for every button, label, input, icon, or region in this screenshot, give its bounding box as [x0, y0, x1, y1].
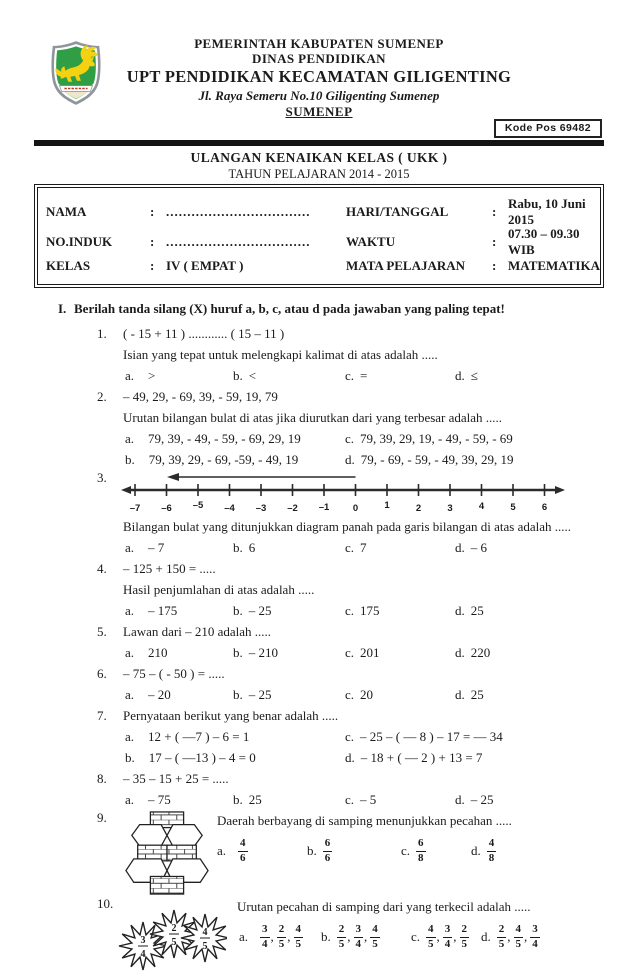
- question-prompt: ( - 15 + 11 ) ............ ( 15 – 11 ): [123, 326, 285, 341]
- option-c: c. 201: [345, 645, 380, 660]
- question-prompt: – 75 – ( - 50 ) = .....: [123, 666, 225, 681]
- question-8: [97, 768, 604, 810]
- arrow-head-icon: [167, 473, 179, 481]
- class-value: IV ( EMPAT ): [166, 257, 244, 273]
- option-b: b. 6: [233, 540, 256, 555]
- government-name: PEMERINTAH KABUPATEN SUMENEP: [194, 36, 444, 51]
- option-a: a. – 175: [125, 603, 178, 618]
- option-d: d. $\frac{4}{8}$: [471, 837, 495, 864]
- arrow-head-icon: [555, 486, 565, 494]
- option-a: a. $\frac{3}{4}$ , $\frac{2}{5}$ , $\frac{4}{5}$: [239, 924, 303, 950]
- option-c: c. – 5: [345, 792, 377, 807]
- options-row: [97, 449, 604, 470]
- options-row: [237, 924, 604, 954]
- option-b: b. – 210: [233, 645, 278, 660]
- letterhead: [34, 34, 604, 146]
- name-label: NAMA: [46, 204, 87, 219]
- options-row: [97, 428, 604, 449]
- option-c: c. $\frac{6}{8}$: [401, 837, 424, 864]
- class-label: KELAS: [46, 257, 91, 273]
- option-b: b. $\frac{2}{5}$ , $\frac{3}{4}$ , $\frac{4}{5}$: [321, 924, 380, 950]
- option-c: c. $\frac{4}{5}$ , $\frac{3}{4}$ , $\frac{2}{5}$: [411, 924, 469, 950]
- option-b: b. <: [233, 368, 257, 383]
- svg-text:–1: –1: [318, 502, 330, 513]
- option-a: a. – 75: [125, 792, 171, 807]
- svg-text:4: 4: [202, 927, 208, 938]
- option-a: a. – 7: [125, 540, 165, 555]
- svg-text:–4: –4: [224, 503, 235, 514]
- section-instruction: Berilah tanda silang (X) huruf a, b, c, atau d pada jawaban yang paling tepat!: [74, 301, 505, 316]
- option-b: b. 79, 39, 29, - 69, -59, - 49, 19: [125, 452, 299, 467]
- option-a: a. 79, 39, - 49, - 59, - 69, 29, 19: [125, 431, 301, 446]
- option-d: d. $\frac{2}{5}$ , $\frac{4}{5}$ , $\frac{3}{4}$: [481, 924, 540, 950]
- question-number: 3.: [97, 470, 107, 485]
- question-subprompt: Urutan bilangan bulat di atas jika diurutkan dari yang terbesar adalah .....: [123, 410, 503, 425]
- exam-title: ULANGAN KENAIKAN KELAS ( UKK ): [190, 150, 448, 165]
- svg-text:2: 2: [171, 923, 177, 934]
- option-b: b. 17 – ( —13 ) – 4 = 0: [125, 750, 256, 765]
- svg-text:1: 1: [384, 500, 390, 511]
- option-a: a. 12 + ( —7 ) – 6 = 1: [125, 729, 250, 744]
- question-7: [97, 705, 604, 768]
- student-id-field: ..................................: [166, 234, 311, 249]
- option-c: c. 79, 39, 29, 19, - 49, - 59, - 69: [345, 431, 513, 446]
- colon: :: [492, 204, 497, 219]
- office-name: UPT PENDIDIKAN KECAMATAN GILIGENTING: [126, 67, 512, 86]
- name-field: ..................................: [166, 204, 311, 219]
- options-row: [97, 747, 604, 768]
- sumenep-regency-crest-logo: [47, 38, 105, 108]
- option-d: d. 25: [455, 687, 484, 702]
- department-name: DINAS PENDIDIKAN: [252, 51, 386, 66]
- svg-text:0: 0: [352, 503, 359, 514]
- option-d: d. – 6: [455, 540, 487, 555]
- section-heading: [34, 301, 604, 317]
- subject-value: MATEMATIKA: [508, 257, 600, 273]
- svg-text:–5: –5: [192, 500, 204, 511]
- option-b: b. 25: [233, 792, 262, 807]
- question-number: 2.: [97, 389, 107, 404]
- svg-text:5: 5: [202, 941, 208, 952]
- day-date-label: HARI/TANGGAL: [346, 204, 449, 219]
- question-5: [97, 621, 604, 663]
- city-name: SUMENEP: [285, 104, 353, 119]
- question-6: [97, 663, 604, 705]
- day-date-value: Rabu, 10 Juni 2015: [508, 196, 586, 227]
- options-row: [97, 537, 604, 558]
- question-4: [97, 558, 604, 621]
- svg-text:–2: –2: [287, 503, 298, 514]
- question-number: 5.: [97, 624, 107, 639]
- question-number: 9.: [97, 810, 107, 825]
- svg-text:–6: –6: [161, 503, 172, 514]
- question-number: 7.: [97, 708, 107, 723]
- option-b: b. – 25: [233, 687, 272, 702]
- number-line-diagram: [117, 470, 569, 516]
- postal-code-box: Kode Pos 69482: [494, 119, 602, 138]
- option-c: c. – 25 – ( — 8 ) – 17 = — 34: [345, 729, 503, 744]
- fraction-starbursts-figure: [117, 896, 227, 976]
- question-1: [97, 323, 604, 386]
- options-row: [97, 642, 604, 663]
- option-b: b. $\frac{6}{6}$: [307, 837, 331, 864]
- svg-text:5: 5: [510, 502, 516, 513]
- question-prompt: Pernyataan berikut yang benar adalah .....: [123, 708, 339, 723]
- option-d: d. 25: [455, 603, 484, 618]
- question-prompt: Lawan dari – 210 adalah .....: [123, 624, 272, 639]
- question-number: 6.: [97, 666, 107, 681]
- shaded-fraction-figure: [117, 810, 217, 896]
- question-prompt: – 49, 29, - 69, 39, - 59, 19, 79: [123, 389, 278, 404]
- svg-text:–3: –3: [255, 503, 267, 514]
- svg-text:3: 3: [447, 503, 453, 514]
- time-label: WAKTU: [346, 234, 396, 249]
- options-row: [217, 838, 604, 868]
- options-row: [97, 726, 604, 747]
- colon: :: [150, 257, 155, 273]
- question-number: 4.: [97, 561, 107, 576]
- info-row-2: [46, 226, 592, 257]
- option-c: c. =: [345, 368, 368, 383]
- svg-text:5: 5: [171, 937, 177, 948]
- option-a: a. – 20: [125, 687, 171, 702]
- colon: :: [150, 234, 155, 249]
- question-subprompt: Hasil penjumlahan di atas adalah .....: [123, 582, 315, 597]
- option-a: a. $\frac{4}{6}$: [217, 837, 246, 864]
- arrow-head-icon: [121, 486, 131, 494]
- svg-text:4: 4: [140, 949, 146, 960]
- office-address: Jl. Raya Semeru No.10 Giligenting Sumenep: [198, 88, 440, 103]
- info-row-1: [46, 196, 592, 227]
- svg-text:6: 6: [541, 502, 548, 513]
- option-c: c. 175: [345, 603, 380, 618]
- question-9: [97, 810, 604, 896]
- option-a: a. 210: [125, 645, 168, 660]
- time-value: 07.30 – 09.30 WIB: [508, 226, 580, 257]
- svg-text:–7: –7: [129, 503, 141, 514]
- option-d: d. – 18 + ( — 2 ) + 13 = 7: [345, 750, 483, 765]
- svg-text:4: 4: [478, 501, 485, 512]
- question-3: [97, 470, 604, 558]
- question-2: [97, 386, 604, 470]
- question-prompt: – 35 – 15 + 25 = .....: [123, 771, 229, 786]
- question-number: 10.: [97, 896, 114, 911]
- question-number: 1.: [97, 326, 107, 341]
- question-number: 8.: [97, 771, 107, 786]
- colon: :: [150, 204, 155, 219]
- option-d: d. 220: [455, 645, 491, 660]
- info-row-3: [46, 256, 600, 275]
- question-subprompt: Bilangan bulat yang ditunjukkan diagram panah pada garis bilangan di atas adalah .....: [123, 519, 572, 534]
- option-d: d. ≤: [455, 368, 478, 383]
- options-row: [97, 789, 604, 810]
- academic-year: TAHUN PELAJARAN 2014 - 2015: [228, 167, 410, 181]
- question-10: [97, 896, 604, 976]
- colon: :: [492, 257, 497, 273]
- question-list: [97, 323, 604, 976]
- option-d: d. 79, - 69, - 59, - 49, 39, 29, 19: [345, 452, 514, 467]
- options-row: [97, 600, 604, 621]
- options-row: [97, 365, 604, 386]
- colon: :: [492, 234, 497, 249]
- question-subprompt: Isian yang tepat untuk melengkapi kalimat di atas adalah .....: [123, 347, 438, 362]
- letterhead-divider: [34, 140, 604, 146]
- crest-ribbon: [60, 86, 93, 92]
- option-b: b. – 25: [233, 603, 272, 618]
- option-c: c. 7: [345, 540, 367, 555]
- options-row: [97, 684, 604, 705]
- section-numeral: I.: [58, 301, 67, 316]
- option-d: d. – 25: [455, 792, 494, 807]
- option-a: a. >: [125, 368, 156, 383]
- svg-text:2: 2: [415, 503, 422, 514]
- student-info-table: [34, 184, 604, 288]
- option-c: c. 20: [345, 687, 374, 702]
- student-id-label: NO.INDUK: [46, 234, 113, 249]
- question-prompt: – 125 + 150 = .....: [123, 561, 216, 576]
- subject-label: MATA PELAJARAN: [346, 257, 466, 273]
- svg-text:3: 3: [140, 935, 146, 946]
- question-prompt: Daerah berbayang di samping menunjukkan pecahan .....: [217, 813, 512, 828]
- question-prompt: Urutan pecahan di samping dari yang terkecil adalah .....: [237, 899, 531, 914]
